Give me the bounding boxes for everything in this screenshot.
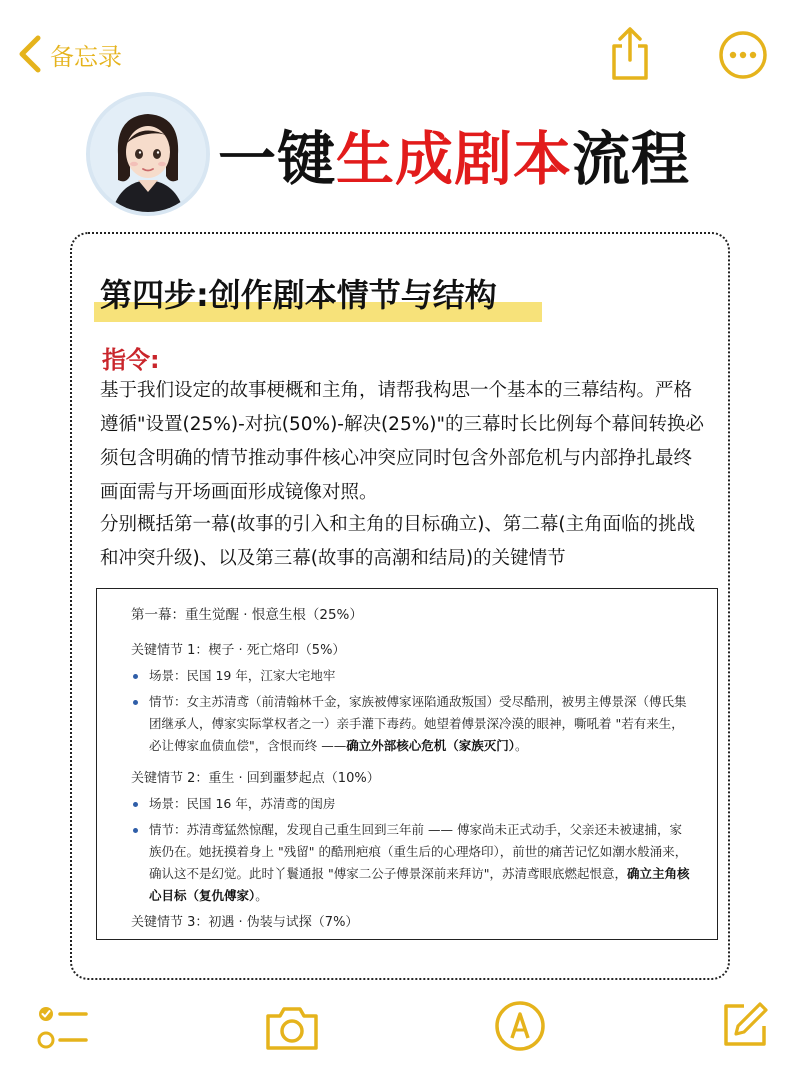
back-button[interactable] — [16, 34, 122, 74]
camera-icon[interactable] — [262, 1000, 322, 1054]
scene2-setting: 场景：民国 16 年，苏清鸢的闺房 — [149, 796, 336, 811]
title-part-1: 一键 — [218, 125, 337, 193]
scene1-end: 。 — [515, 738, 528, 753]
instruction-label: 指令: — [102, 346, 160, 374]
pen-markup-icon[interactable] — [494, 1000, 546, 1052]
cartoon-girl-avatar-icon — [90, 96, 206, 212]
scene2-bold: 确立主角核心目标（复仇傅家） — [149, 866, 690, 903]
script-output-document — [96, 588, 718, 940]
instruction-paragraph-1: 基于我们设定的故事梗概和主角，请帮我构思一个基本的三幕结构。严格遵循"设置(25%)-对抗(50%)-解决(25%)"的三幕时长比例每个幕间转换必须包含明确的情节推动事件核心冲突应同时包含外部危机与内部挣扎最终画面需与开场画面形成镜像对照。 — [100, 380, 705, 503]
key-plot-1-title: 关键情节 1：楔子 · 死亡烙印（5%） — [131, 643, 346, 658]
more-icon[interactable] — [718, 30, 768, 80]
instruction-paragraph-2: 分别概括第一幕(故事的引入和主角的目标确立)、第二幕(主角面临的挑战和冲突升级)、以及第三幕(故事的高潮和结局)的关键情节 — [100, 514, 696, 569]
step-heading — [100, 270, 497, 316]
chevron-left-icon — [16, 34, 44, 74]
content-card — [70, 232, 730, 980]
scene2-end: 。 — [255, 888, 268, 903]
scene1-setting: 场景：民国 19 年，江家大宅地牢 — [149, 668, 336, 683]
checklist-icon[interactable] — [36, 1000, 90, 1054]
list-item — [131, 793, 691, 815]
scene1-bold: 确立外部核心危机（家族灭门） — [346, 738, 515, 753]
page-title — [218, 112, 690, 196]
share-icon[interactable] — [608, 26, 652, 82]
top-bar — [0, 0, 800, 100]
avatar — [86, 92, 210, 216]
step-title: 第四步:创作剧本情节与结构 — [100, 276, 497, 314]
key-plot-3-title: 关键情节 3：初遇 · 伪装与试探（7%） — [131, 915, 359, 930]
title-part-2: 生成剧本 — [336, 125, 573, 193]
compose-icon[interactable] — [720, 1000, 770, 1050]
scene2-plot: 情节：苏清鸢猛然惊醒，发现自己重生回到三年前 —— 傅家尚未正式动手，父亲还未被逮捕，家族仍在。她抚摸着身上 "残留" 的酷刑疤痕（重生后的心理烙印），前世的痛苦记忆如潮水般涌来，确认这不是幻觉。此时丫鬟通报 "傅家二公子傅景深前来拜访"，苏清鸢眼底燃起恨意， — [149, 822, 688, 881]
scene1-plot: 情节：女主苏清鸢（前清翰林千金，家族被傅家诬陷通敌叛国）受尽酷刑，被男主傅景深（傅氏集团继承人，傅家实际掌权者之一）亲手灌下毒药。她望着傅景深冷漠的眼神，嘶吼着 "若有来生，必让傅家血债血偿"，含恨而终 —— — [149, 694, 687, 753]
list-item — [131, 691, 691, 757]
key-plot-1-list — [131, 665, 691, 761]
list-item — [131, 665, 691, 687]
title-part-3: 流程 — [572, 125, 691, 193]
key-plot-2-list — [131, 793, 691, 911]
key-plot-2-title: 关键情节 2：重生 · 回到噩梦起点（10%） — [131, 771, 380, 786]
act-heading: 第一幕：重生觉醒 · 恨意生根（25%） — [131, 607, 363, 623]
back-label: 备忘录 — [50, 42, 122, 71]
list-item — [131, 819, 691, 907]
